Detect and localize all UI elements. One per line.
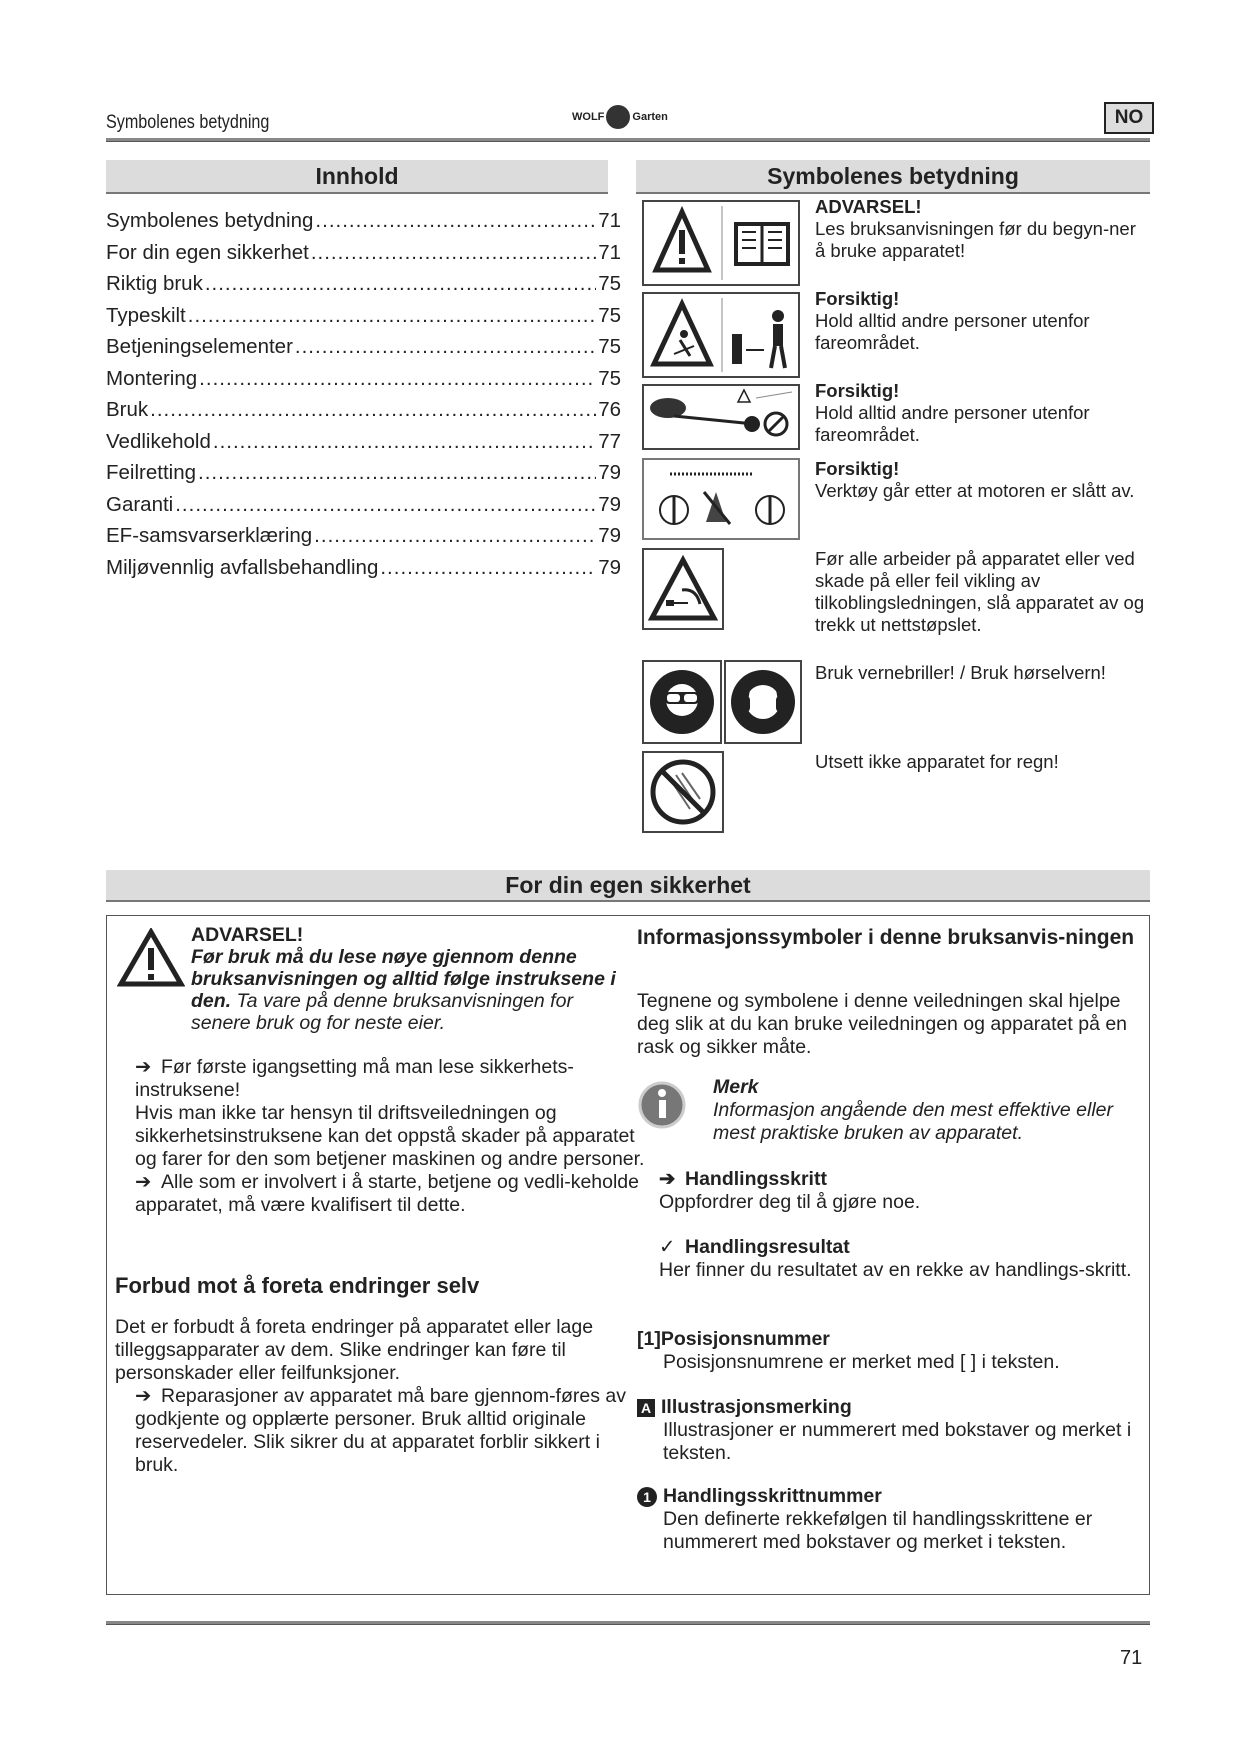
logo-text-garten: Garten xyxy=(632,111,668,123)
symbol-description: Forsiktig! Verktøy går etter at motoren er slått av. xyxy=(815,458,1135,501)
toc-heading: Innhold xyxy=(106,160,608,194)
step-number-icon: 1 xyxy=(637,1487,657,1507)
toc-item[interactable]: Miljøvennlig avfallsbehandling ..... 79 xyxy=(106,552,621,584)
info-heading: Informasjonssymboler i denne bruksanvis-ningen xyxy=(637,926,1135,949)
arrow-instruction: ➔ Reparasjoner av apparatet må bare gjennom-føres av godkjente og opplærte personer. Bruk alltid originale reservedeler. Slik sikrer du at apparatet forblir sikkert i bruk. xyxy=(135,1385,626,1476)
arrow-instruction: ➔ Før første igangsetting må man lese sikkerhets-instruksene! xyxy=(135,1056,574,1101)
arrow-instruction: ➔ Alle som er involvert i å starte, betjene og vedli-keholde apparatet, må være kvalifisert til dette. xyxy=(135,1171,639,1216)
arrow-right-icon: ➔ xyxy=(135,1056,152,1078)
position-block xyxy=(637,1328,1137,1374)
symbol-row-caution-range xyxy=(642,380,1150,450)
safety-section xyxy=(106,915,1150,1595)
keep-distance-icon xyxy=(642,292,800,378)
header-divider xyxy=(106,138,1150,142)
symbols-heading: Symbolenes betydning xyxy=(636,160,1150,194)
toc-item[interactable]: Bruk ..... 76 xyxy=(106,394,621,426)
brand-logo xyxy=(572,103,668,131)
illustration-title: Illustrasjonsmerking xyxy=(661,1396,852,1418)
symbol-description: Forsiktig! Hold alltid andre personer utenfor fareområdet. xyxy=(815,380,1090,445)
merk-title: Merk xyxy=(713,1076,759,1098)
warning-bold-text: Før bruk må du lese nøye gjennom denne bruksanvisningen og alltid følge instruksene i den. xyxy=(191,946,616,1012)
forbud-heading: Forbud mot å foreta endringer selv xyxy=(115,1273,480,1298)
toc-item[interactable]: Typeskilt ..... 75 xyxy=(106,300,621,332)
result-title: Handlingsresultat xyxy=(685,1236,850,1258)
warning-block xyxy=(191,924,631,1034)
handling-title: Handlingsskritt xyxy=(685,1168,827,1190)
symbol-row-caution-persons xyxy=(642,288,1150,378)
step-number-title: Handlingsskrittnummer xyxy=(663,1485,882,1507)
symbol-description: Før alle arbeider på apparatet eller ved skade på eller feil vikling av tilkoblingsledningen, slå apparatet av og trekk ut nettstøpslet. xyxy=(815,548,1145,635)
position-text: Posisjonsnumrene er merket med [ ] i teksten. xyxy=(663,1351,1060,1373)
toc-item[interactable]: EF-samsvarserklæring ..... 79 xyxy=(106,520,621,552)
symbol-description: Bruk vernebriller! / Bruk hørselvern! xyxy=(815,662,1106,683)
merk-text: Informasjon angående den mest effektive eller mest praktiske bruken av apparatet. xyxy=(713,1099,1113,1144)
arrow-right-icon: ➔ xyxy=(135,1171,152,1193)
table-of-contents xyxy=(106,205,621,583)
fox-logo-icon xyxy=(606,105,630,129)
safety-goggles-icon xyxy=(642,660,722,744)
page-header-title: Symbolenes betydning xyxy=(106,112,270,133)
warning-manual-icon xyxy=(642,200,800,286)
safety-heading: For din egen sikkerhet xyxy=(106,870,1150,902)
symbol-description: Utsett ikke apparatet for regn! xyxy=(815,751,1059,772)
symbol-row-caution-rundown xyxy=(642,458,1150,540)
arrow-right-icon: ➔ xyxy=(659,1168,676,1190)
toc-item[interactable]: Riktig bruk ..... 75 xyxy=(106,268,621,300)
toc-item[interactable]: Feilretting ..... 79 xyxy=(106,457,621,489)
symbol-row-protection xyxy=(642,660,1150,746)
illustration-text: Illustrasjoner er nummerert med bokstaver og merket i teksten. xyxy=(663,1419,1132,1464)
unplug-warning-icon xyxy=(642,548,724,630)
handling-block xyxy=(659,1168,1139,1214)
toc-item[interactable]: For din egen sikkerhet ..... 71 xyxy=(106,237,621,269)
result-text: Her finner du resultatet av en rekke av handlings-skritt. xyxy=(659,1259,1132,1281)
handling-text: Oppfordrer deg til å gjøre noe. xyxy=(659,1191,921,1213)
symbol-description: ADVARSEL! Les bruksanvisningen før du begyn-ner å bruke apparatet! xyxy=(815,196,1136,261)
illustration-block xyxy=(637,1396,1137,1465)
step-number-block xyxy=(637,1485,1147,1554)
trimmer-danger-zone-icon xyxy=(642,384,800,450)
logo-text-wolf: WOLF xyxy=(572,111,605,123)
warning-title: ADVARSEL! xyxy=(191,924,304,946)
position-title: Posisjonsnummer xyxy=(660,1328,830,1350)
symbol-row-rain xyxy=(642,751,1150,833)
no-rain-icon xyxy=(642,751,724,833)
warning-triangle-icon xyxy=(117,928,185,988)
footer-divider xyxy=(106,1621,1150,1625)
info-icon xyxy=(637,1080,687,1130)
safety-instructions xyxy=(135,1056,645,1217)
position-marker: [1] xyxy=(637,1328,661,1350)
illustration-marker-icon: A xyxy=(637,1399,655,1417)
symbol-row-unplug xyxy=(642,548,1150,635)
merk-block xyxy=(713,1076,1133,1145)
toc-item[interactable]: Symbolenes betydning ..... 71 xyxy=(106,205,621,237)
toc-item[interactable]: Betjeningselementer ..... 75 xyxy=(106,331,621,363)
page-number: 71 xyxy=(1120,1647,1143,1669)
checkmark-icon: ✓ xyxy=(659,1236,676,1258)
arrow-right-icon: ➔ xyxy=(135,1385,152,1407)
language-badge: NO xyxy=(1104,102,1154,134)
paragraph: Hvis man ikke tar hensyn til driftsveiledningen og sikkerhetsinstruksene kan det oppstå skader på apparatet og farer for den som betjener maskinen og andre personer. xyxy=(135,1102,645,1170)
ear-protection-icon xyxy=(724,660,802,744)
result-block xyxy=(659,1236,1139,1282)
toc-item[interactable]: Montering ..... 75 xyxy=(106,363,621,395)
toc-item[interactable]: Vedlikehold ..... 77 xyxy=(106,426,621,458)
forbud-text: Det er forbudt å foreta endringer på apparatet eller lage tilleggsapparater av dem. Slike endringer kan føre til personskader eller feilfunksjoner. xyxy=(115,1316,594,1384)
info-intro: Tegnene og symbolene i denne veiledningen skal hjelpe deg slik at du kan bruke veiledningen og apparatet på en rask og sikker måte. xyxy=(637,990,1128,1058)
warning-italic-text: Ta vare på denne bruksanvisningen for senere bruk og for neste eier. xyxy=(191,990,573,1034)
toc-item[interactable]: Garanti ..... 79 xyxy=(106,489,621,521)
symbol-description: Forsiktig! Hold alltid andre personer utenfor fareområdet. xyxy=(815,288,1090,353)
step-number-text: Den definerte rekkefølgen til handlingsskrittene er nummerert med bokstaver og merket i teksten. xyxy=(663,1508,1093,1553)
tool-rundown-icon xyxy=(642,458,800,540)
symbol-row-warning xyxy=(642,196,1150,286)
